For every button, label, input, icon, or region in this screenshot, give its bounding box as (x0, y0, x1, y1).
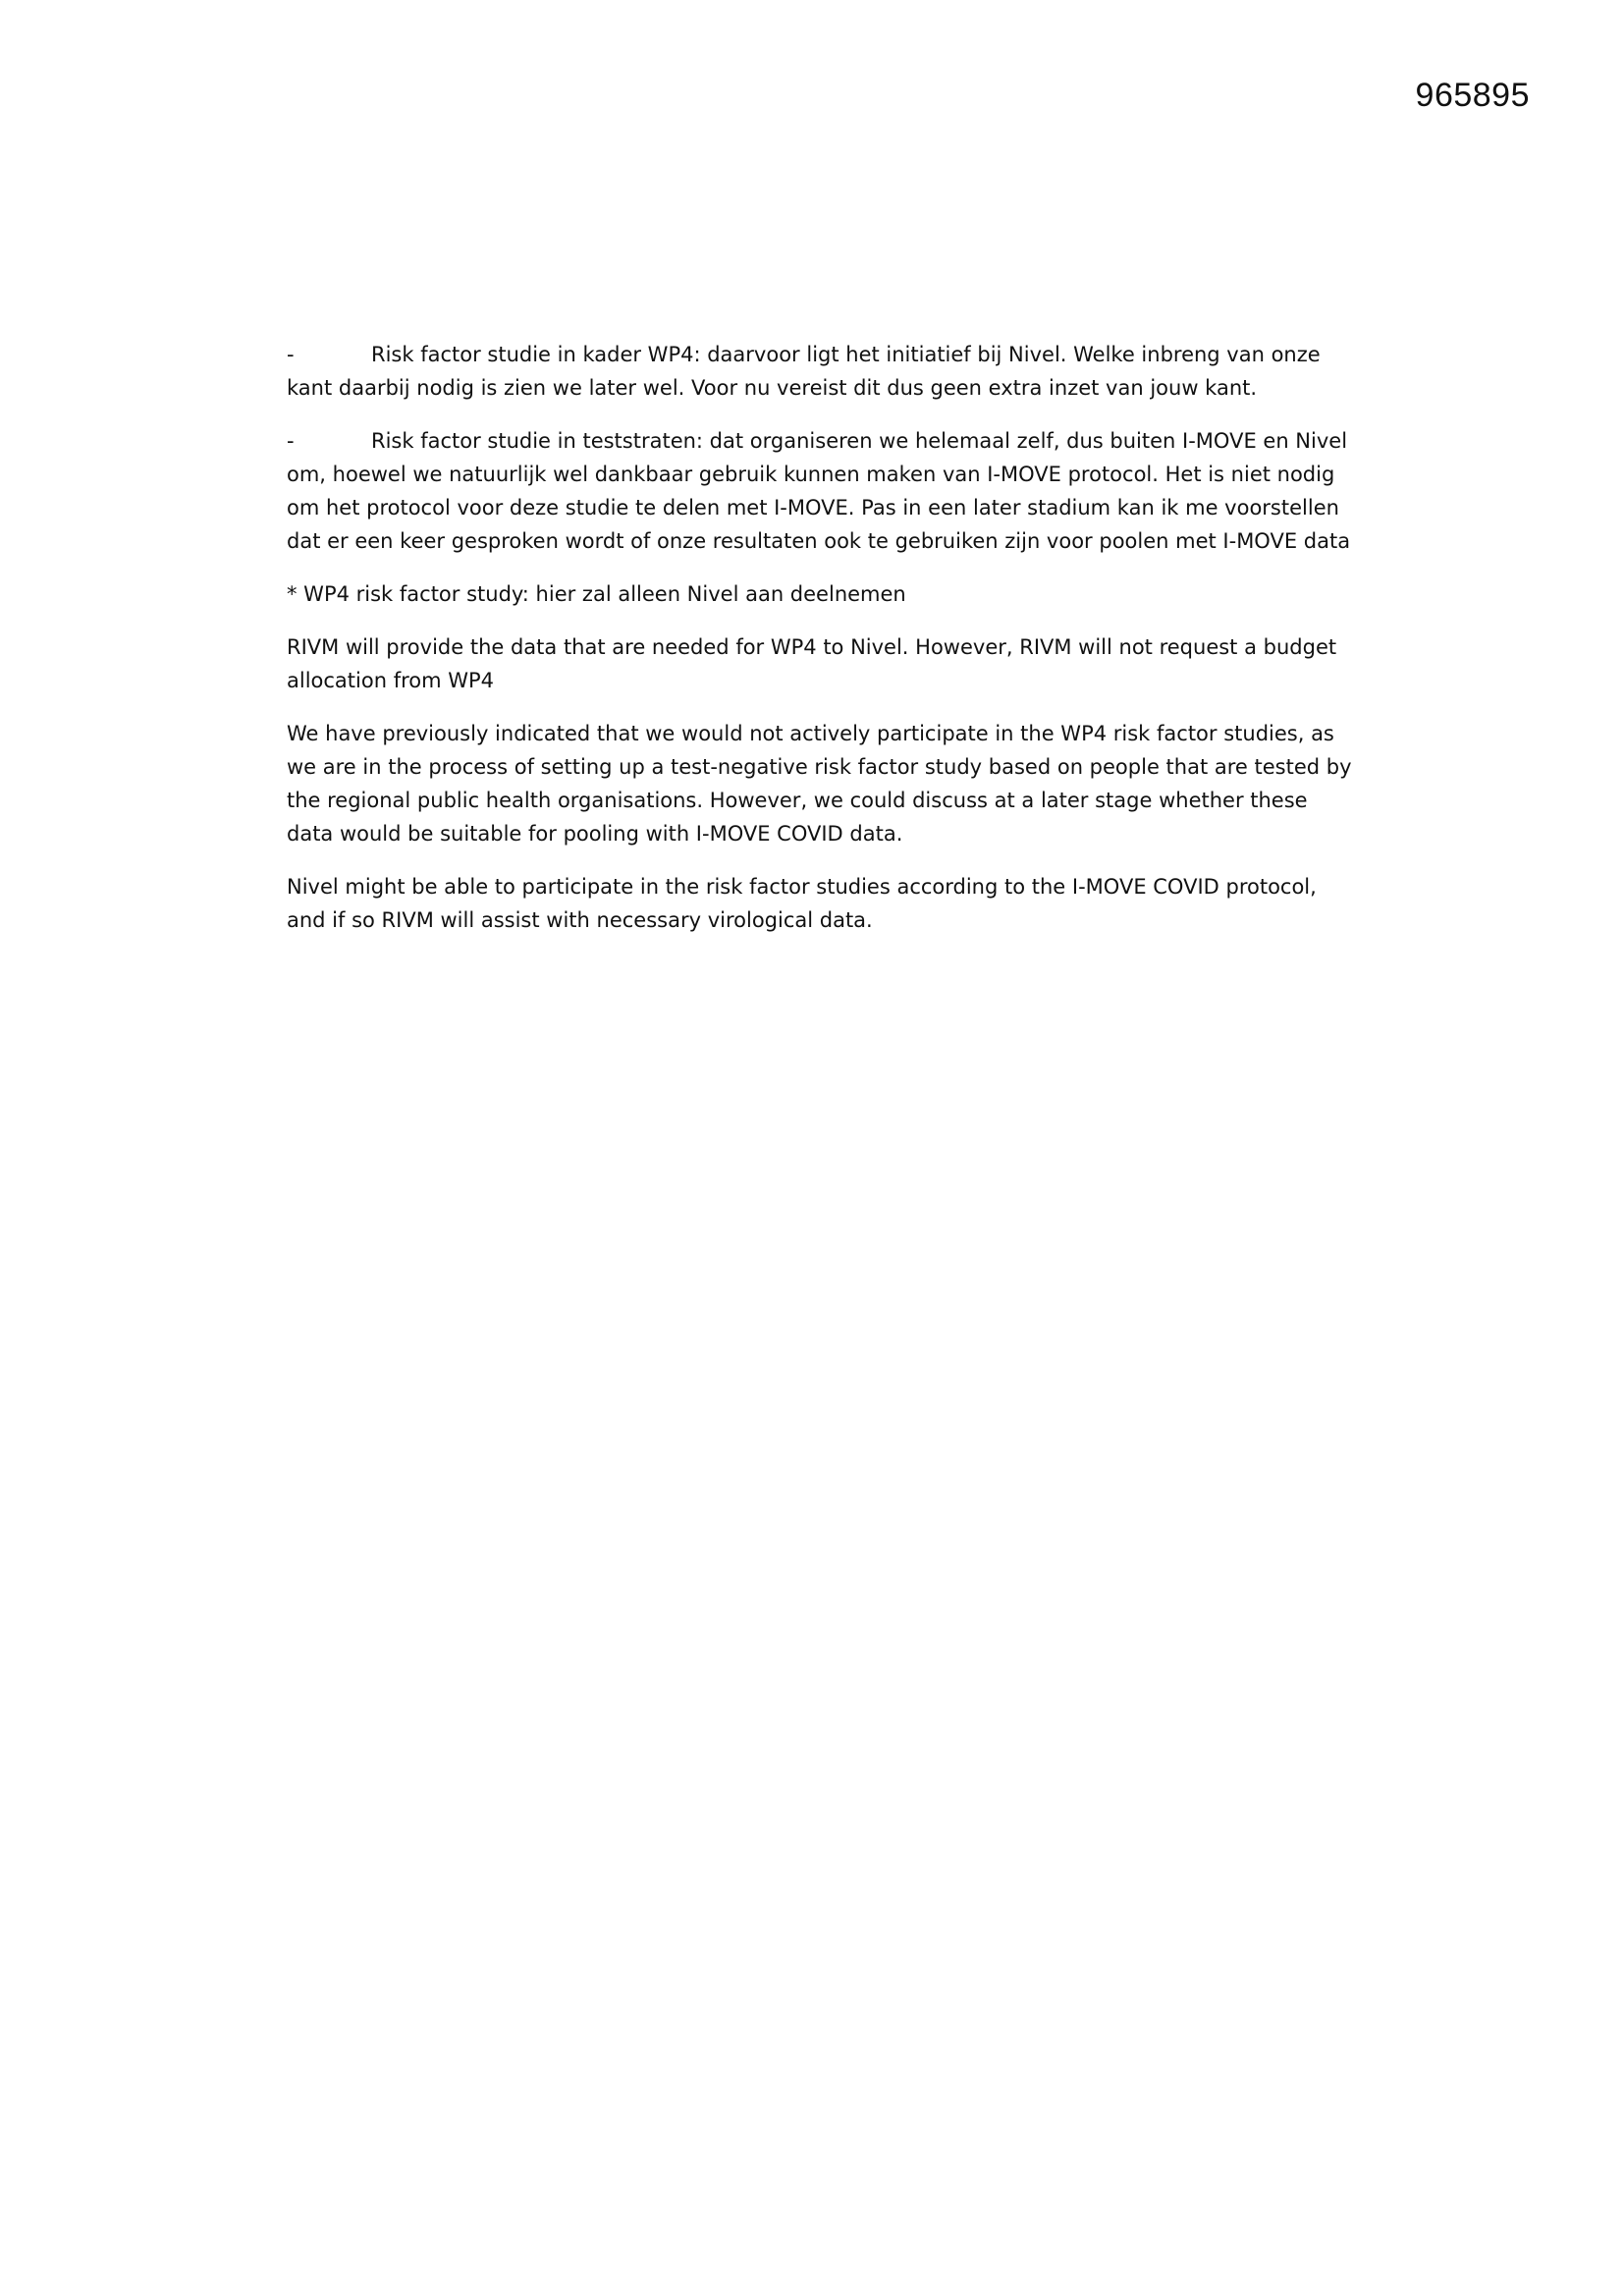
paragraph-nivel-participation: Nivel might be able to participate in the risk factor studies according to the I-MOVE COVID protocol, and if so RIVM will assist with necessary virological data. (287, 875, 1317, 932)
bullet-text: Risk factor studie in teststraten: dat organiseren we helemaal zelf, dus buiten I-MOVE en Nivel om, hoewel we natuurlijk wel dankbaar gebruik kunnen maken van I-MOVE protocol. Het is niet nodig om het protocol voor deze studie te delen met I-MOVE. Pas in een later stadium kan ik me voorstellen dat er een keer gesproken wordt of onze resultaten ook te gebruiken zijn voor poolen met I-MOVE data (287, 429, 1351, 553)
document-body (287, 338, 1357, 957)
paragraph-rivm-data: RIVM will provide the data that are needed for WP4 to Nivel. However, RIVM will not request a budget allocation from WP4 (287, 635, 1337, 692)
bullet-text: Risk factor studie in kader WP4: daarvoor ligt het initiatief bij Nivel. Welke inbreng van onze kant daarbij nodig is zien we later wel. Voor nu vereist dit dus geen extra inzet van jouw kant. (287, 343, 1321, 400)
bullet-item (287, 338, 1357, 405)
bullet-marker: - (287, 343, 295, 366)
paragraph-wp4-note: * WP4 risk factor study: hier zal alleen Nivel aan deelnemen (287, 582, 906, 606)
paragraph-previous-indication: We have previously indicated that we would not actively participate in the WP4 risk factor studies, as we are in the process of setting up a test-negative risk factor study based on people that are tested by the regional public health organisations. However, we could discuss at a later stage whether these data would be suitable for pooling with I-MOVE COVID data. (287, 722, 1352, 846)
bullet-marker: - (287, 429, 295, 453)
document-number: 965895 (1415, 77, 1530, 114)
bullet-item (287, 424, 1357, 558)
